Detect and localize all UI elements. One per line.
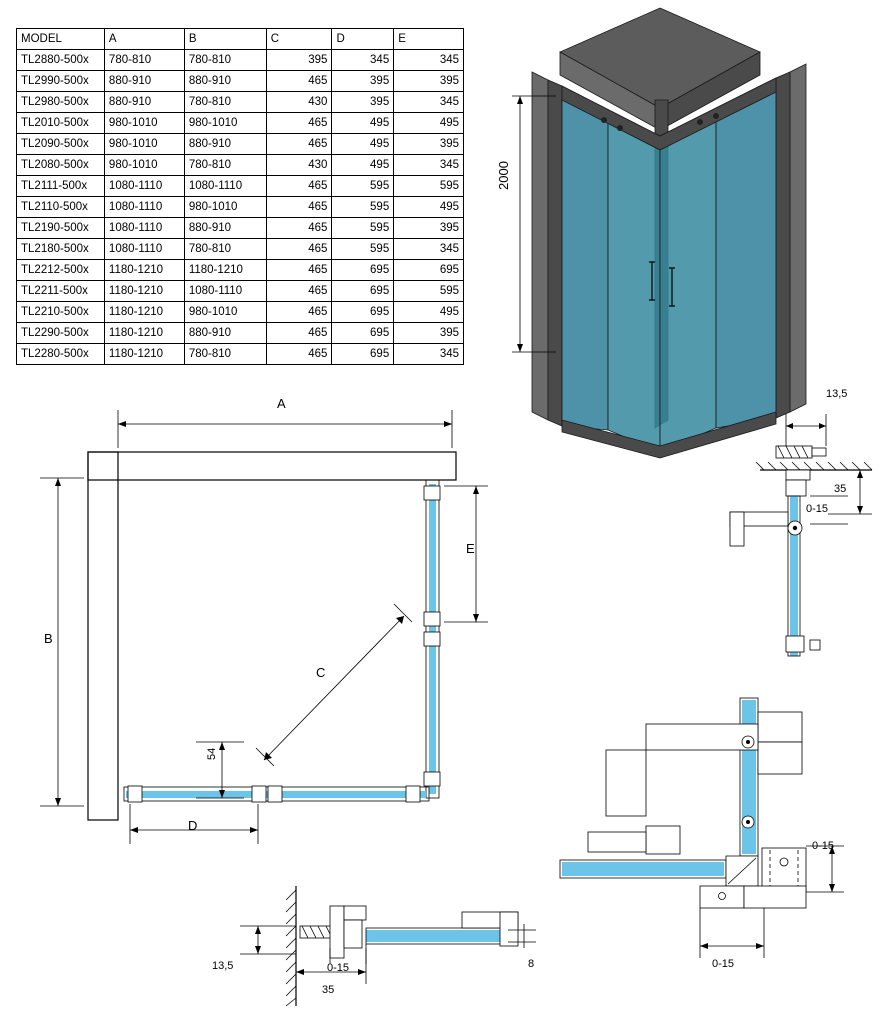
cell-b: 780-810 (184, 50, 266, 71)
cell-model: TL2280-500x (17, 344, 105, 365)
cell-e: 395 (394, 71, 464, 92)
cell-d: 695 (332, 302, 394, 323)
cell-c: 465 (266, 197, 332, 218)
cell-e: 695 (394, 260, 464, 281)
detail-bc-depth-label: 35 (322, 984, 335, 996)
cell-a: 980-1010 (104, 134, 184, 155)
plan-label-c: C (316, 665, 326, 680)
cell-a: 880-910 (104, 92, 184, 113)
column-header-c: C (266, 29, 332, 50)
cell-d: 495 (332, 134, 394, 155)
cell-b: 780-810 (184, 92, 266, 113)
plan-label-54: 54 (206, 747, 218, 760)
cell-c: 465 (266, 176, 332, 197)
cell-c: 465 (266, 344, 332, 365)
cell-model: TL2190-500x (17, 218, 105, 239)
cell-model: TL2180-500x (17, 239, 105, 260)
column-header-e: E (394, 29, 464, 50)
cell-e: 495 (394, 197, 464, 218)
cell-c: 465 (266, 239, 332, 260)
detail-br-gap-horizontal-label: 0-15 (712, 958, 735, 970)
column-header-b: B (184, 29, 266, 50)
cell-a: 1180-1210 (104, 344, 184, 365)
column-header-model: MODEL (17, 29, 105, 50)
plan-label-e: E (466, 541, 475, 556)
detail-bc-thickness-label: 8 (528, 958, 535, 970)
cell-d: 695 (332, 344, 394, 365)
cell-e: 395 (394, 134, 464, 155)
cell-e: 345 (394, 50, 464, 71)
plan-label-a: A (277, 396, 286, 411)
column-header-d: D (332, 29, 394, 50)
cell-b: 980-1010 (184, 302, 266, 323)
cell-e: 345 (394, 155, 464, 176)
cell-a: 780-810 (104, 50, 184, 71)
cell-e: 495 (394, 113, 464, 134)
cell-a: 980-1010 (104, 113, 184, 134)
cell-b: 1180-1210 (184, 260, 266, 281)
cell-model: TL2210-500x (17, 302, 105, 323)
plan-label-b: B (44, 631, 53, 646)
cell-model: TL2880-500x (17, 50, 105, 71)
detail-br-gap-vertical-label: 0-15 (812, 840, 835, 852)
cell-d: 395 (332, 92, 394, 113)
cell-a: 1080-1110 (104, 197, 184, 218)
cell-c: 465 (266, 71, 332, 92)
cell-b: 880-910 (184, 71, 266, 92)
cell-model: TL2290-500x (17, 323, 105, 344)
cell-d: 595 (332, 197, 394, 218)
perspective-height-label: 2000 (496, 161, 511, 190)
column-header-a: A (104, 29, 184, 50)
cell-model: TL2990-500x (17, 71, 105, 92)
cell-e: 595 (394, 176, 464, 197)
cell-c: 465 (266, 218, 332, 239)
cell-e: 345 (394, 92, 464, 113)
plan-label-d: D (188, 818, 198, 833)
cell-c: 430 (266, 155, 332, 176)
cell-b: 880-910 (184, 218, 266, 239)
cell-c: 465 (266, 281, 332, 302)
cell-d: 495 (332, 155, 394, 176)
cell-c: 395 (266, 50, 332, 71)
cell-e: 345 (394, 344, 464, 365)
cell-d: 395 (332, 71, 394, 92)
cell-d: 695 (332, 260, 394, 281)
cell-a: 980-1010 (104, 155, 184, 176)
cell-model: TL2010-500x (17, 113, 105, 134)
cell-model: TL2090-500x (17, 134, 105, 155)
cell-b: 1080-1110 (184, 176, 266, 197)
cell-a: 1180-1210 (104, 281, 184, 302)
cell-b: 880-910 (184, 134, 266, 155)
cell-model: TL2211-500x (17, 281, 105, 302)
cell-d: 695 (332, 281, 394, 302)
cell-c: 465 (266, 260, 332, 281)
cell-a: 1080-1110 (104, 176, 184, 197)
cell-c: 465 (266, 323, 332, 344)
detail-bc-width-label: 13,5 (212, 960, 234, 972)
cell-d: 595 (332, 218, 394, 239)
cell-e: 395 (394, 323, 464, 344)
cell-e: 595 (394, 281, 464, 302)
detail-tr-width-label: 13,5 (826, 388, 848, 400)
cell-a: 1080-1110 (104, 239, 184, 260)
cell-e: 345 (394, 239, 464, 260)
cell-b: 780-810 (184, 155, 266, 176)
cell-d: 595 (332, 239, 394, 260)
cell-d: 595 (332, 176, 394, 197)
cell-d: 345 (332, 50, 394, 71)
cell-c: 465 (266, 302, 332, 323)
detail-tr-gap-label: 0-15 (806, 503, 829, 515)
cell-c: 465 (266, 134, 332, 155)
cell-d: 495 (332, 113, 394, 134)
cell-d: 695 (332, 323, 394, 344)
cell-a: 880-910 (104, 71, 184, 92)
cell-c: 465 (266, 113, 332, 134)
cell-model: TL2980-500x (17, 92, 105, 113)
cell-b: 980-1010 (184, 197, 266, 218)
detail-tr-depth-label: 35 (834, 483, 847, 495)
cell-c: 430 (266, 92, 332, 113)
cell-e: 395 (394, 218, 464, 239)
cell-model: TL2080-500x (17, 155, 105, 176)
cell-b: 780-810 (184, 239, 266, 260)
cell-a: 1180-1210 (104, 260, 184, 281)
cell-model: TL2110-500x (17, 197, 105, 218)
cell-e: 495 (394, 302, 464, 323)
cell-model: TL2212-500x (17, 260, 105, 281)
cell-b: 880-910 (184, 323, 266, 344)
cell-a: 1180-1210 (104, 323, 184, 344)
cell-b: 1080-1110 (184, 281, 266, 302)
cell-b: 980-1010 (184, 113, 266, 134)
cell-b: 780-810 (184, 344, 266, 365)
cell-a: 1180-1210 (104, 302, 184, 323)
detail-bc-gap-label: 0-15 (327, 962, 350, 974)
cell-a: 1080-1110 (104, 218, 184, 239)
cell-model: TL2111-500x (17, 176, 105, 197)
